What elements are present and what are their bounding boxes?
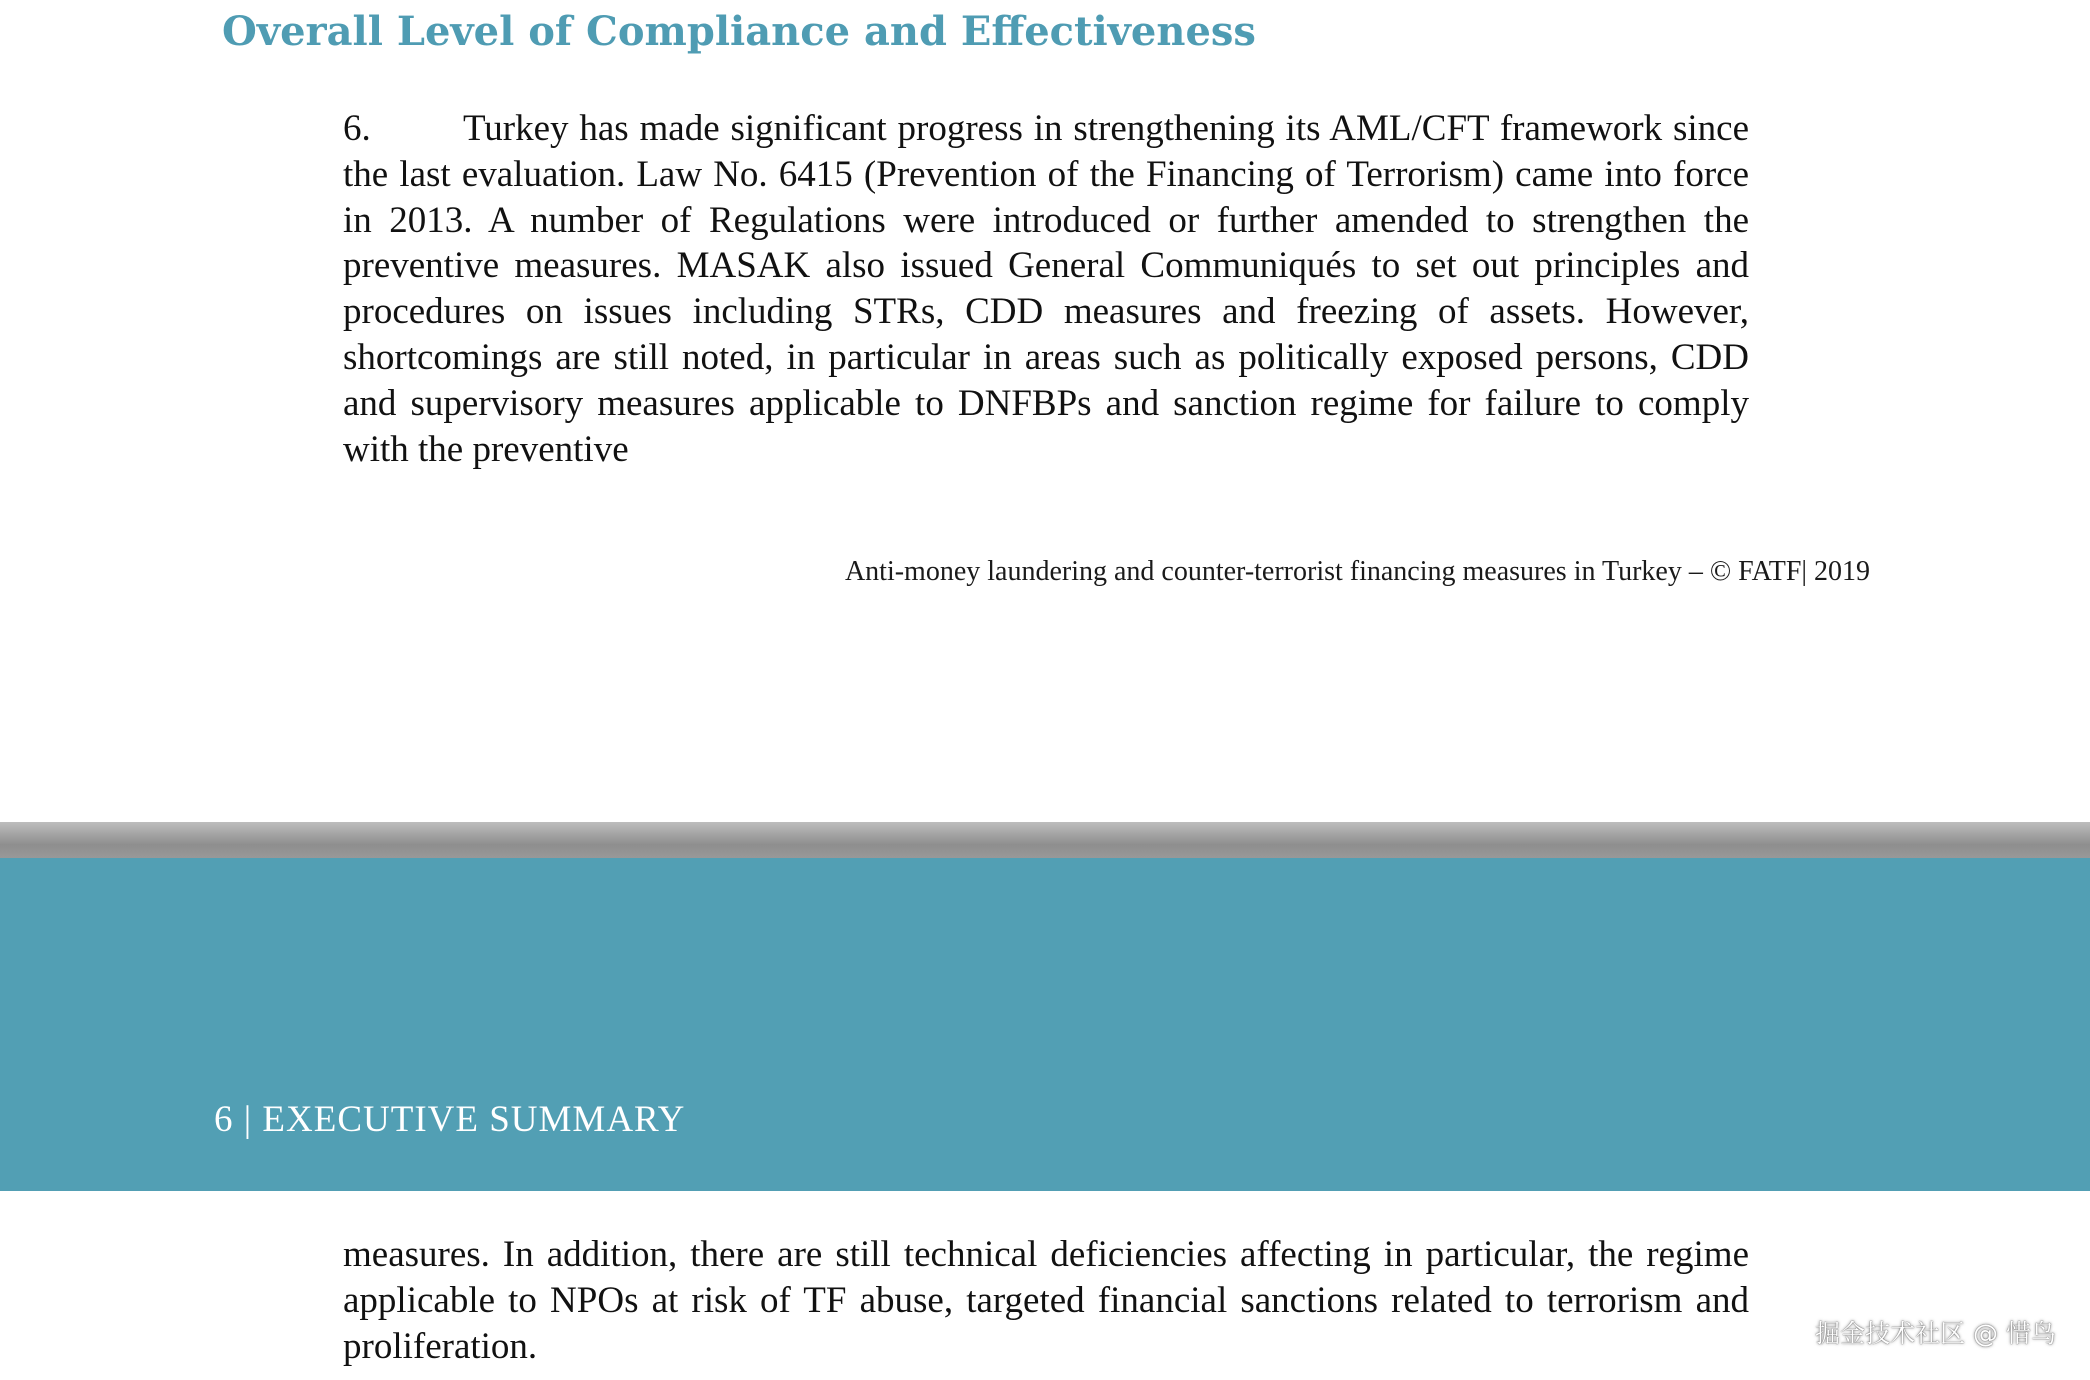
page-separator: [0, 822, 2090, 860]
header-banner: [0, 858, 2090, 1191]
watermark: 掘金技术社区 @ 惜鸟: [1815, 1319, 2056, 1348]
banner-page-label: 6 | EXECUTIVE SUMMARY: [214, 1099, 686, 1140]
paragraph-6-text: Turkey has made significant progress in strengthening its AML/CFT framework since the last evaluation. Law No. 6415 (Prevention of the Financing of Terrorism) came into force in 2013. A number of Regulations were introduced or further amended to strengthen the preventive measures. MASAK also issued General Communiqués to set out principles and procedures on issues including STRs, CDD measures and freezing of assets. However, shortcomings are still noted, in particular in areas such as politically exposed persons, CDD and supervisory measures applicable to DNFBPs and sanction regime for failure to comply with the preventive: [343, 108, 1749, 470]
page-footer-note: Anti-money laundering and counter-terrorist financing measures in Turkey – © FATF| 2019: [844, 556, 1870, 587]
paragraph-6: [343, 106, 1749, 472]
paragraph-number: 6.: [343, 108, 371, 149]
section-heading: Overall Level of Compliance and Effectiveness: [222, 8, 1256, 55]
paragraph-6-continued: measures. In addition, there are still technical deficiencies affecting in particular, the regime applicable to NPOs at risk of TF abuse, targeted financial sanctions related to terrorism and proliferation.: [343, 1234, 1749, 1367]
